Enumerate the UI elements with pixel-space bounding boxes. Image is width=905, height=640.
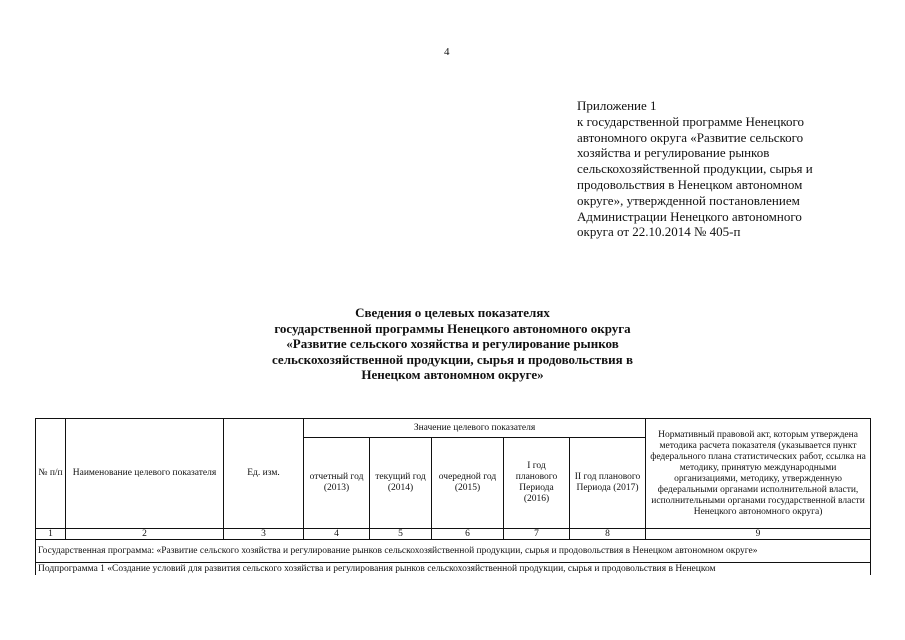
appendix-line: округе», утвержденной постановлением (577, 192, 800, 208)
column-number: 5 (370, 529, 432, 540)
header-next-year: очередной год (2015) (432, 438, 504, 529)
appendix-line: автономного округа «Развитие сельского (577, 129, 804, 145)
appendix-line: сельскохозяйственной продукции, сырья и (577, 161, 813, 177)
subprogram-row: Подпрограмма 1 «Создание условий для развития сельского хозяйства и регулирования рынков сельскохозяйственной продукции, сырья и продовольствия в Ненецком (36, 563, 871, 576)
title-line: «Развитие сельского хозяйства и регулирование рынков (286, 336, 619, 351)
appendix-line: к государственной программе Ненецкого (577, 113, 805, 129)
document-title (200, 305, 705, 383)
title-line: Сведения о целевых показателях (355, 305, 550, 320)
column-number: 4 (304, 529, 370, 540)
column-number: 9 (646, 529, 871, 540)
column-number: 2 (66, 529, 224, 540)
header-number: № п/п (36, 419, 66, 529)
header-report-year: отчетный год (2013) (304, 438, 370, 529)
column-number: 6 (432, 529, 504, 540)
appendix-line: продовольствия в Ненецком автономном (577, 176, 803, 192)
appendix-note (577, 98, 877, 240)
appendix-line: округа от 22.10.2014 № 405-п (577, 224, 741, 240)
header-indicator-name: Наименование целевого показателя (66, 419, 224, 529)
column-number: 1 (36, 529, 66, 540)
title-line: сельскохозяйственной продукции, сырья и продовольствия в (272, 351, 633, 367)
column-number: 7 (504, 529, 570, 540)
appendix-line: хозяйства и регулирование рынков (577, 145, 770, 161)
appendix-line: Администрации Ненецкого автономного (577, 208, 802, 224)
appendix-line: Приложение 1 (577, 98, 657, 113)
header-unit: Ед. изм. (224, 419, 304, 529)
header-plan-year-1: I год планового Периода (2016) (504, 438, 570, 529)
title-line: Ненецком автономном округе» (361, 367, 544, 382)
indicators-table (35, 418, 871, 575)
page-number: 4 (444, 46, 450, 58)
column-number: 3 (224, 529, 304, 540)
header-current-year: текущий год (2014) (370, 438, 432, 529)
header-plan-year-2: II год планового Периода (2017) (570, 438, 646, 529)
program-row: Государственная программа: «Развитие сельского хозяйства и регулирование рынков сельскохозяйственной продукции, сырья и продовольствия в Ненецком автономном округе» (36, 540, 871, 563)
title-line: государственной программы Ненецкого автономного округа (274, 320, 631, 336)
header-legal-act: Нормативный правовой акт, которым утверждена методика расчета показателя (указывается пункт федерального плана статистических работ, ссылка на методику, принятую международными организациями, методику, утвержденную федеральными органами исполнительной власти, исполнительными органами государственной власти Ненецкого автономного округа) (646, 419, 871, 529)
header-indicator-value: Значение целевого показателя (304, 419, 646, 438)
column-number: 8 (570, 529, 646, 540)
